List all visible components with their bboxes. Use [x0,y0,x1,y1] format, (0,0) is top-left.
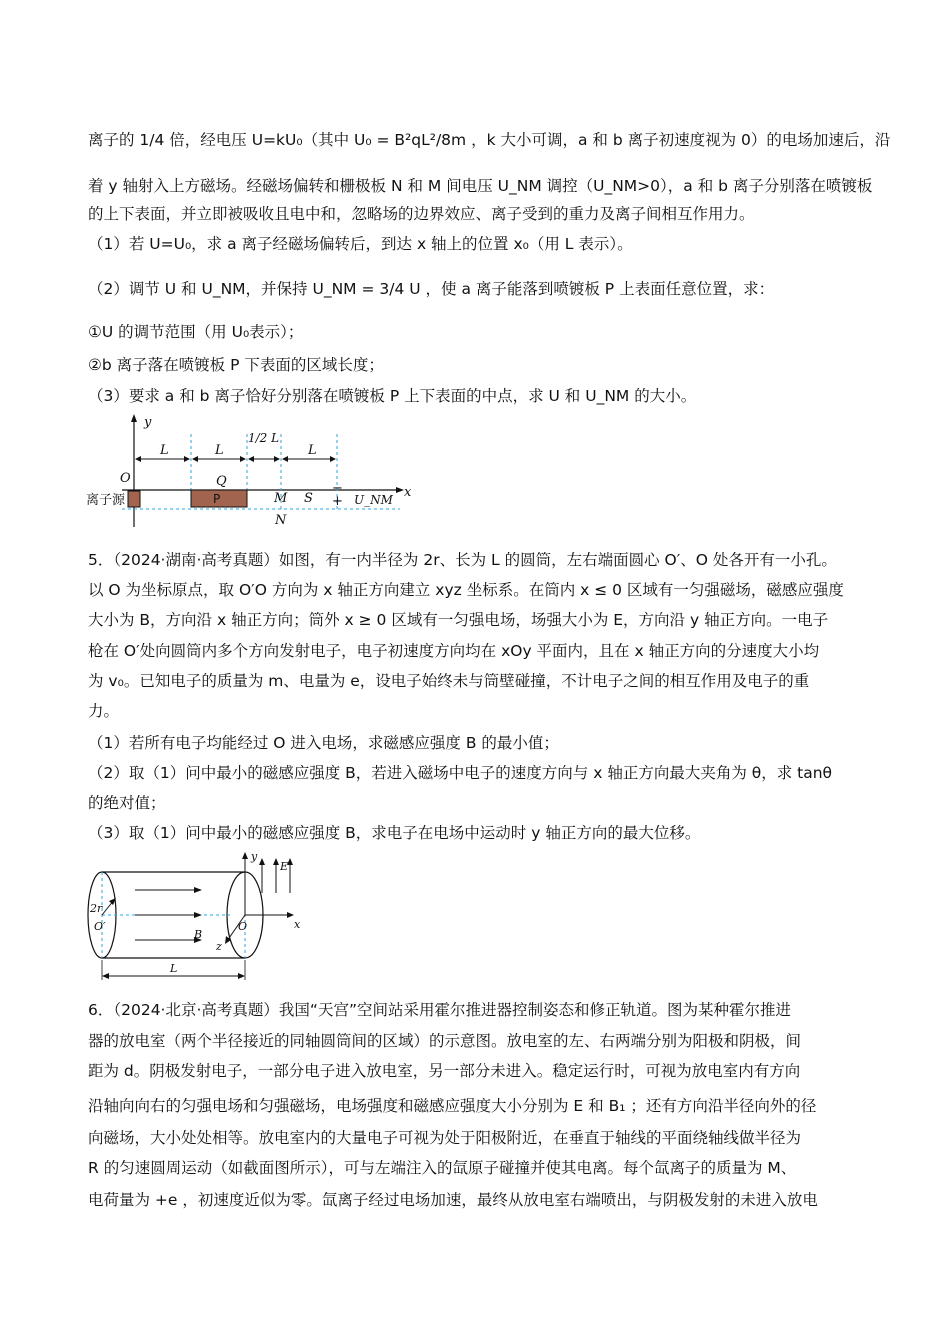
O-label: O [238,920,248,933]
plate-P-label: P [213,492,221,506]
plus-sign: + [332,494,343,509]
y-axis-label: y [144,415,152,430]
p5-question-2: （2）取（1）问中最小的磁感应强度 B，若进入磁场中电子的速度方向与 x 轴正方向最大夹角为 θ，求 tanθ [88,764,833,782]
p4-line-3: 的上下表面，并立即被吸收且电中和，忽略场的边界效应、离子受到的重力及离子间相互作用力。 [88,205,755,223]
grid-M-label: M [274,491,288,506]
O-prime-label: O′ [94,920,106,933]
ion-deposition-figure [82,412,422,532]
p5-question-1: （1）若所有电子均能经过 O 进入电场，求磁感应强度 B 的最小值； [88,734,559,752]
segment-label-4: L [308,443,317,458]
radius-label: 2r [90,902,103,915]
p4-line-2: 着 y 轴射入上方磁场。经磁场偏转和栅极板 N 和 M 间电压 U_NM 调控（U_NM>0），a 和 b 离子分别落在喷镀板 [88,177,873,195]
minus-sign: − [332,481,343,496]
length-L-label: L [170,962,178,975]
p5-line-2: 以 O 为坐标原点，取 O′O 方向为 x 轴正方向建立 xyz 坐标系。在筒内 x ≤ 0 区域有一匀强磁场，磁感应强度 [88,581,844,599]
segment-label-3: 1/2 L [248,431,280,445]
segment-label-2: L [215,443,224,458]
p4-question-2a: ①U 的调节范围（用 U₀表示）； [88,323,304,341]
p4-question-3: （3）要求 a 和 b 离子恰好分别落在喷镀板 P 上下表面的中点，求 U 和 U_NM 的大小。 [88,387,697,405]
p5-question-2-cont: 的绝对值； [88,794,166,812]
origin-label: O [120,471,131,486]
p4-question-2: （2）调节 U 和 U_NM，并保持 U_NM = 3/4 U ，使 a 离子能落到喷镀板 P 上表面任意位置，求： [88,280,775,298]
p5-line-4: 枪在 O′处向圆筒内多个方向发射电子，电子初速度方向均在 xOy 平面内，且在 x 轴正方向的分速度大小均 [88,642,820,660]
p5-line-6: 力。 [88,702,120,720]
p6-line-1: 6．（2024·北京·高考真题）我国“天宫”空间站采用霍尔推进器控制姿态和修正轨道。图为某种霍尔推进 [88,1001,791,1019]
y-axis-label: y [251,850,258,863]
p5-line-1: 5．（2024·湖南·高考真题）如图，有一内半径为 2r、长为 L 的圆筒，左右端面圆心 O′、O 处各开有一小孔。 [88,551,837,569]
cylinder-figure [80,848,320,990]
grid-N-label: N [275,513,287,528]
x-axis-label: x [404,485,412,500]
x-axis-label: x [294,918,301,931]
p6-line-7: 电荷量为 +e ，初速度近似为零。氙离子经过电场加速，最终从放电室右端喷出，与阴极发射的未进入放电 [88,1191,818,1209]
p5-line-3: 大小为 B，方向沿 x 轴正方向；筒外 x ≥ 0 区域有一匀强电场，场强大小为 E，方向沿 y 轴正方向。一电子 [88,611,829,629]
ion-source-label: 离子源 [86,493,126,508]
z-axis-label: z [216,940,222,953]
voltage-UNM-label: U_NM [354,493,393,507]
p6-line-5: 向磁场，大小处处相等。放电室内的大量电子可视为处于阳极附近，在垂直于轴线的平面绕轴线做半径为 [88,1129,802,1147]
segment-label-1: L [160,443,169,458]
p6-line-4: 沿轴向向右的匀强电场和匀强磁场，电场强度和磁感应强度大小分别为 E 和 B₁ ；还有方向沿半径向外的径 [88,1097,817,1115]
p5-line-5: 为 v₀。已知电子的质量为 m、电量为 e，设电子始终未与筒壁碰撞，不计电子之间的相互作用及电子的重 [88,672,810,690]
region-S-label: S [304,491,313,506]
p4-question-1: （1）若 U=U₀，求 a 离子经磁场偏转后，到达 x 轴上的位置 x₀（用 L 表示）。 [88,235,633,253]
p4-question-2b: ②b 离子落在喷镀板 P 下表面的区域长度； [88,356,384,374]
p4-line-1: 离子的 1/4 倍，经电压 U=kU₀（其中 U₀ = B²qL²/8m ，k 大小可调，a 和 b 离子初速度视为 0）的电场加速后，沿 [88,131,891,149]
E-field-label: E [280,860,289,873]
p6-line-6: R 的匀速圆周运动（如截面图所示），可与左端注入的氙原子碰撞并使其电离。每个氙离子的质量为 M、 [88,1159,797,1177]
p6-line-3: 距为 d。阴极发射电子，一部分电子进入放电室，另一部分未进入。稳定运行时，可视为放电室内有方向 [88,1062,801,1080]
point-Q-label: Q [216,474,227,489]
p5-question-3: （3）取（1）问中最小的磁感应强度 B，求电子在电场中运动时 y 轴正方向的最大位移。 [88,824,701,842]
p6-line-2: 器的放电室（两个半径接近的同轴圆筒间的区域）的示意图。放电室的左、右两端分别为阳极和阴极，间 [88,1032,802,1050]
B-field-label: B [194,928,203,941]
